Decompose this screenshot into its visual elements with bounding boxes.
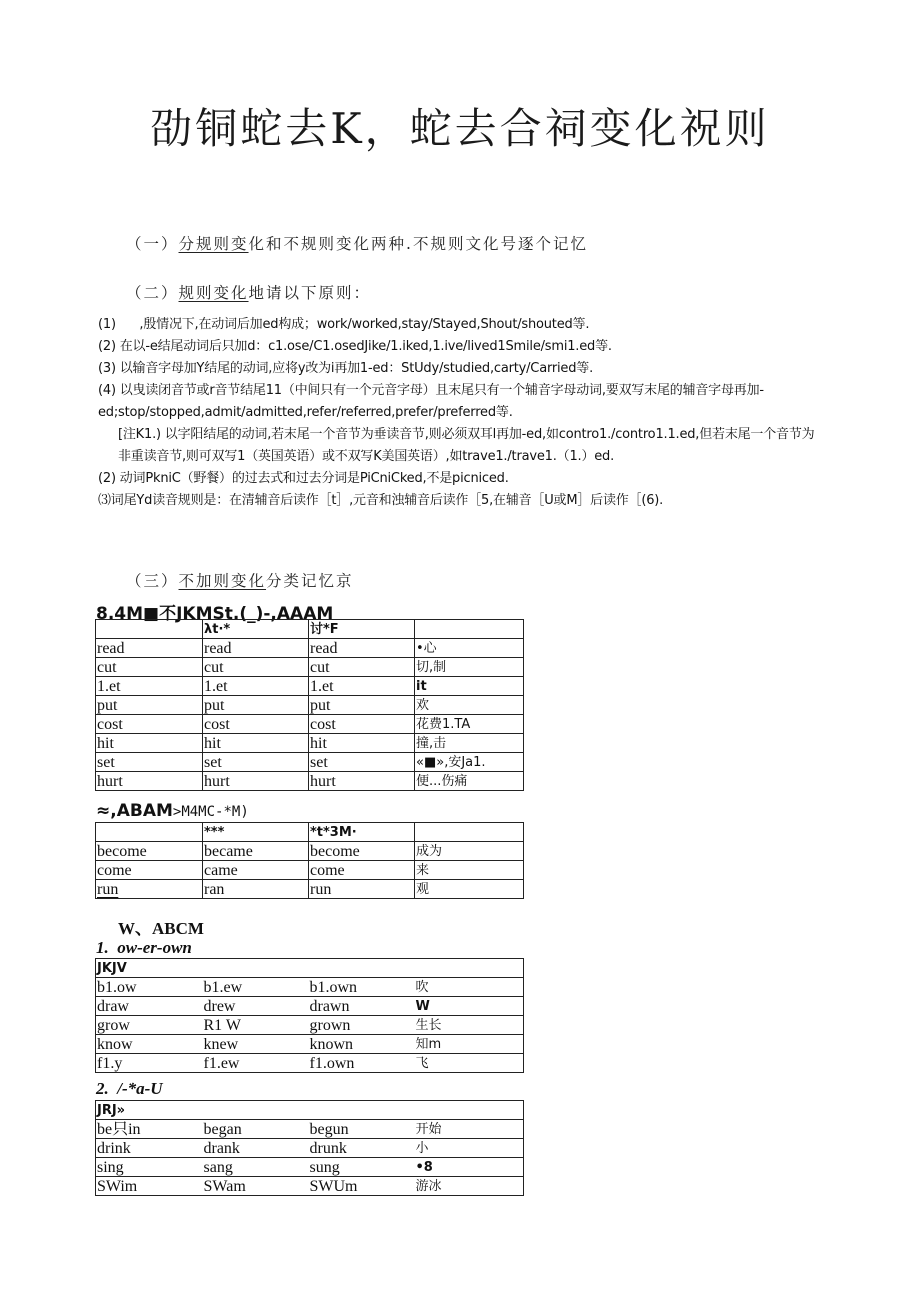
verb-meaning: 开始 bbox=[415, 1120, 524, 1139]
header-cell: 讨*F bbox=[309, 620, 415, 639]
verb-meaning: 小 bbox=[415, 1139, 524, 1158]
verb-participle: become bbox=[309, 842, 415, 861]
rules-block bbox=[98, 314, 818, 512]
verb-base: 1.et bbox=[96, 677, 203, 696]
verb-base: b1.ow bbox=[96, 978, 203, 997]
group-b-heading-sub: >M4MC-*M) bbox=[172, 804, 249, 820]
verb-participle: known bbox=[309, 1035, 415, 1054]
page-title: 劭铜蛇去K，蛇去合祠变化祝则 bbox=[150, 104, 770, 153]
table-row bbox=[96, 1177, 524, 1196]
table-row bbox=[96, 978, 524, 997]
verb-meaning: 生长 bbox=[415, 1016, 524, 1035]
verb-participle: 1.et bbox=[309, 677, 415, 696]
verb-base: run bbox=[96, 880, 203, 899]
header-cell bbox=[415, 620, 524, 639]
table-row bbox=[96, 696, 524, 715]
rule-3: (3) 以输音字母加Y结尾的动词,应将y改为i再加1-ed：StUdy/studied,carty/Carried等. bbox=[98, 361, 594, 376]
verb-base: hurt bbox=[96, 772, 203, 791]
header-cell bbox=[203, 1101, 309, 1120]
verb-base: set bbox=[96, 753, 203, 772]
verb-participle: drawn bbox=[309, 997, 415, 1016]
header-cell bbox=[96, 823, 203, 842]
table-row bbox=[96, 997, 524, 1016]
verb-participle: drunk bbox=[309, 1139, 415, 1158]
verb-participle: SWUm bbox=[309, 1177, 415, 1196]
header-cell bbox=[415, 1101, 524, 1120]
verb-past: 1.et bbox=[203, 677, 309, 696]
group-a-heading: 8.4M■不JKMSt.(_)-,AAAM bbox=[96, 604, 334, 624]
header-cell bbox=[415, 959, 524, 978]
verb-base: know bbox=[96, 1035, 203, 1054]
table-row bbox=[96, 1158, 524, 1177]
table-row bbox=[96, 842, 524, 861]
section-1-heading bbox=[126, 232, 588, 254]
verb-past: sang bbox=[203, 1158, 309, 1177]
section-3-underlined: 不加则变化 bbox=[178, 572, 267, 590]
verb-participle: b1.own bbox=[309, 978, 415, 997]
group-b-heading bbox=[96, 801, 249, 821]
verb-participle: read bbox=[309, 639, 415, 658]
section-2-heading bbox=[126, 281, 371, 303]
verb-past: cost bbox=[203, 715, 309, 734]
table-row bbox=[96, 1016, 524, 1035]
group-c-heading: W、ABCM bbox=[118, 919, 204, 938]
verb-base: sing bbox=[96, 1158, 203, 1177]
verb-participle: cost bbox=[309, 715, 415, 734]
verb-participle: run bbox=[309, 880, 415, 899]
header-cell: *t*3M· bbox=[309, 823, 415, 842]
verb-meaning: 花费1.TA bbox=[415, 715, 524, 734]
rule-note-2: (2) 动词PkniC（野餐）的过去式和过去分词是PiCniCked,不是picniced. bbox=[98, 471, 509, 486]
table-header-row bbox=[96, 620, 524, 639]
verb-past: came bbox=[203, 861, 309, 880]
rule-note-1: [注K1.) 以字阳结尾的动词,若末尾一个音节为垂读音节,则必须双耳l再加-ed,如contro1./contro1.1.ed,但若末尾一个音节为非重读音节,则可双写1（英国英语）或不双写K美国英语）,如trave1./trave1.（1.）ed. bbox=[118, 427, 815, 464]
header-cell: λt·* bbox=[203, 620, 309, 639]
header-cell: *** bbox=[203, 823, 309, 842]
verb-meaning: W bbox=[415, 997, 524, 1016]
verb-past: put bbox=[203, 696, 309, 715]
header-cell bbox=[415, 823, 524, 842]
table-row bbox=[96, 880, 524, 899]
table-row bbox=[96, 658, 524, 677]
verb-participle: f1.own bbox=[309, 1054, 415, 1073]
group-c2-table bbox=[95, 1100, 524, 1196]
rule-1: (1) ,殷情况下,在动词后加ed构成；work/worked,stay/Stayed,Shout/shouted等. bbox=[98, 317, 590, 332]
verb-past: ran bbox=[203, 880, 309, 899]
verb-meaning: 切,制 bbox=[415, 658, 524, 677]
table-row bbox=[96, 1139, 524, 1158]
verb-base: grow bbox=[96, 1016, 203, 1035]
rule-2: (2) 在以-e结尾动词后只加d：c1.ose/C1.osedJike/1.iked,1.ive/lived1Smile/smi1.ed等. bbox=[98, 339, 612, 354]
verb-participle: set bbox=[309, 753, 415, 772]
verb-meaning: •8 bbox=[415, 1158, 524, 1177]
table-row bbox=[96, 1120, 524, 1139]
group-a-table bbox=[95, 619, 524, 791]
table-header-row bbox=[96, 1101, 524, 1120]
verb-meaning: 知m bbox=[415, 1035, 524, 1054]
header-cell bbox=[309, 1101, 415, 1120]
verb-base: SWim bbox=[96, 1177, 203, 1196]
table-row bbox=[96, 1054, 524, 1073]
section-3-heading bbox=[126, 569, 354, 591]
verb-past: b1.ew bbox=[203, 978, 309, 997]
section-3-prefix: （三） bbox=[126, 572, 179, 590]
verb-base: drink bbox=[96, 1139, 203, 1158]
verb-meaning: it bbox=[415, 677, 524, 696]
verb-meaning: 便...伤痛 bbox=[415, 772, 524, 791]
section-2-prefix: （二） bbox=[126, 284, 179, 302]
verb-base: f1.y bbox=[96, 1054, 203, 1073]
table-row bbox=[96, 1035, 524, 1054]
section-3-rest: 分类记忆京 bbox=[266, 572, 354, 590]
verb-participle: put bbox=[309, 696, 415, 715]
verb-base: cut bbox=[96, 658, 203, 677]
verb-base: become bbox=[96, 842, 203, 861]
verb-base: read bbox=[96, 639, 203, 658]
table-row bbox=[96, 753, 524, 772]
table-header-row bbox=[96, 959, 524, 978]
verb-meaning: 来 bbox=[415, 861, 524, 880]
group-c1-table bbox=[95, 958, 524, 1073]
group-c2-heading: 2. /-*a-U bbox=[96, 1079, 163, 1098]
rule-4: (4) 以曳读闭音节或r音节结尾11（中间只有一个元音字母）且末尾只有一个辅音字母动词,要双写末尾的辅音字母再加-ed;stop/stopped,admit/admitted,refer/referred,prefer/preferred等. bbox=[98, 383, 764, 420]
verb-past: cut bbox=[203, 658, 309, 677]
verb-participle: grown bbox=[309, 1016, 415, 1035]
verb-past: SWam bbox=[203, 1177, 309, 1196]
group-b-table bbox=[95, 822, 524, 899]
section-1-underlined: 分规则变 bbox=[178, 235, 249, 253]
section-1-prefix: （一） bbox=[126, 235, 179, 253]
table-row bbox=[96, 772, 524, 791]
verb-base: come bbox=[96, 861, 203, 880]
group-b-heading-main: ≈,ABAM bbox=[96, 801, 173, 821]
verb-participle: come bbox=[309, 861, 415, 880]
verb-past: knew bbox=[203, 1035, 309, 1054]
table-row bbox=[96, 639, 524, 658]
header-cell: JKJV bbox=[96, 959, 203, 978]
verb-participle: sung bbox=[309, 1158, 415, 1177]
verb-meaning: 吹 bbox=[415, 978, 524, 997]
verb-past: hurt bbox=[203, 772, 309, 791]
verb-past: became bbox=[203, 842, 309, 861]
verb-base: cost bbox=[96, 715, 203, 734]
header-cell: JRJ» bbox=[96, 1101, 203, 1120]
table-header-row bbox=[96, 823, 524, 842]
verb-participle: cut bbox=[309, 658, 415, 677]
section-2-rest: 地请以下原则： bbox=[248, 284, 372, 302]
verb-base: draw bbox=[96, 997, 203, 1016]
verb-meaning: 成为 bbox=[415, 842, 524, 861]
verb-past: f1.ew bbox=[203, 1054, 309, 1073]
table-row bbox=[96, 861, 524, 880]
header-cell bbox=[309, 959, 415, 978]
header-cell bbox=[203, 959, 309, 978]
verb-past: R1 W bbox=[203, 1016, 309, 1035]
table-row bbox=[96, 734, 524, 753]
verb-past: began bbox=[203, 1120, 309, 1139]
group-c1-heading: 1. ow-er-own bbox=[96, 938, 192, 957]
verb-meaning: 飞 bbox=[415, 1054, 524, 1073]
table-row bbox=[96, 715, 524, 734]
verb-meaning: 观 bbox=[415, 880, 524, 899]
verb-base: be只in bbox=[96, 1120, 203, 1139]
verb-past: set bbox=[203, 753, 309, 772]
verb-meaning: •心 bbox=[415, 639, 524, 658]
verb-meaning: 游冰 bbox=[415, 1177, 524, 1196]
verb-past: drew bbox=[203, 997, 309, 1016]
section-1-rest: 化和不规则变化两种.不规则文化号逐个记忆 bbox=[248, 235, 588, 253]
verb-participle: hit bbox=[309, 734, 415, 753]
section-2-underlined: 规则变化 bbox=[178, 284, 249, 302]
verb-meaning: 欢 bbox=[415, 696, 524, 715]
verb-past: read bbox=[203, 639, 309, 658]
verb-base: put bbox=[96, 696, 203, 715]
verb-base: hit bbox=[96, 734, 203, 753]
table-row bbox=[96, 677, 524, 696]
verb-past: hit bbox=[203, 734, 309, 753]
verb-meaning: 撞,击 bbox=[415, 734, 524, 753]
header-cell bbox=[96, 620, 203, 639]
verb-participle: begun bbox=[309, 1120, 415, 1139]
verb-past: drank bbox=[203, 1139, 309, 1158]
verb-participle: hurt bbox=[309, 772, 415, 791]
rule-note-3: ⑶词尾Yd读音规则是：在清辅音后读作［t］,元音和浊辅音后读作［5,在辅音［U或M］后读作［(6). bbox=[98, 493, 664, 508]
verb-meaning: «■»,安Ja1. bbox=[415, 753, 524, 772]
